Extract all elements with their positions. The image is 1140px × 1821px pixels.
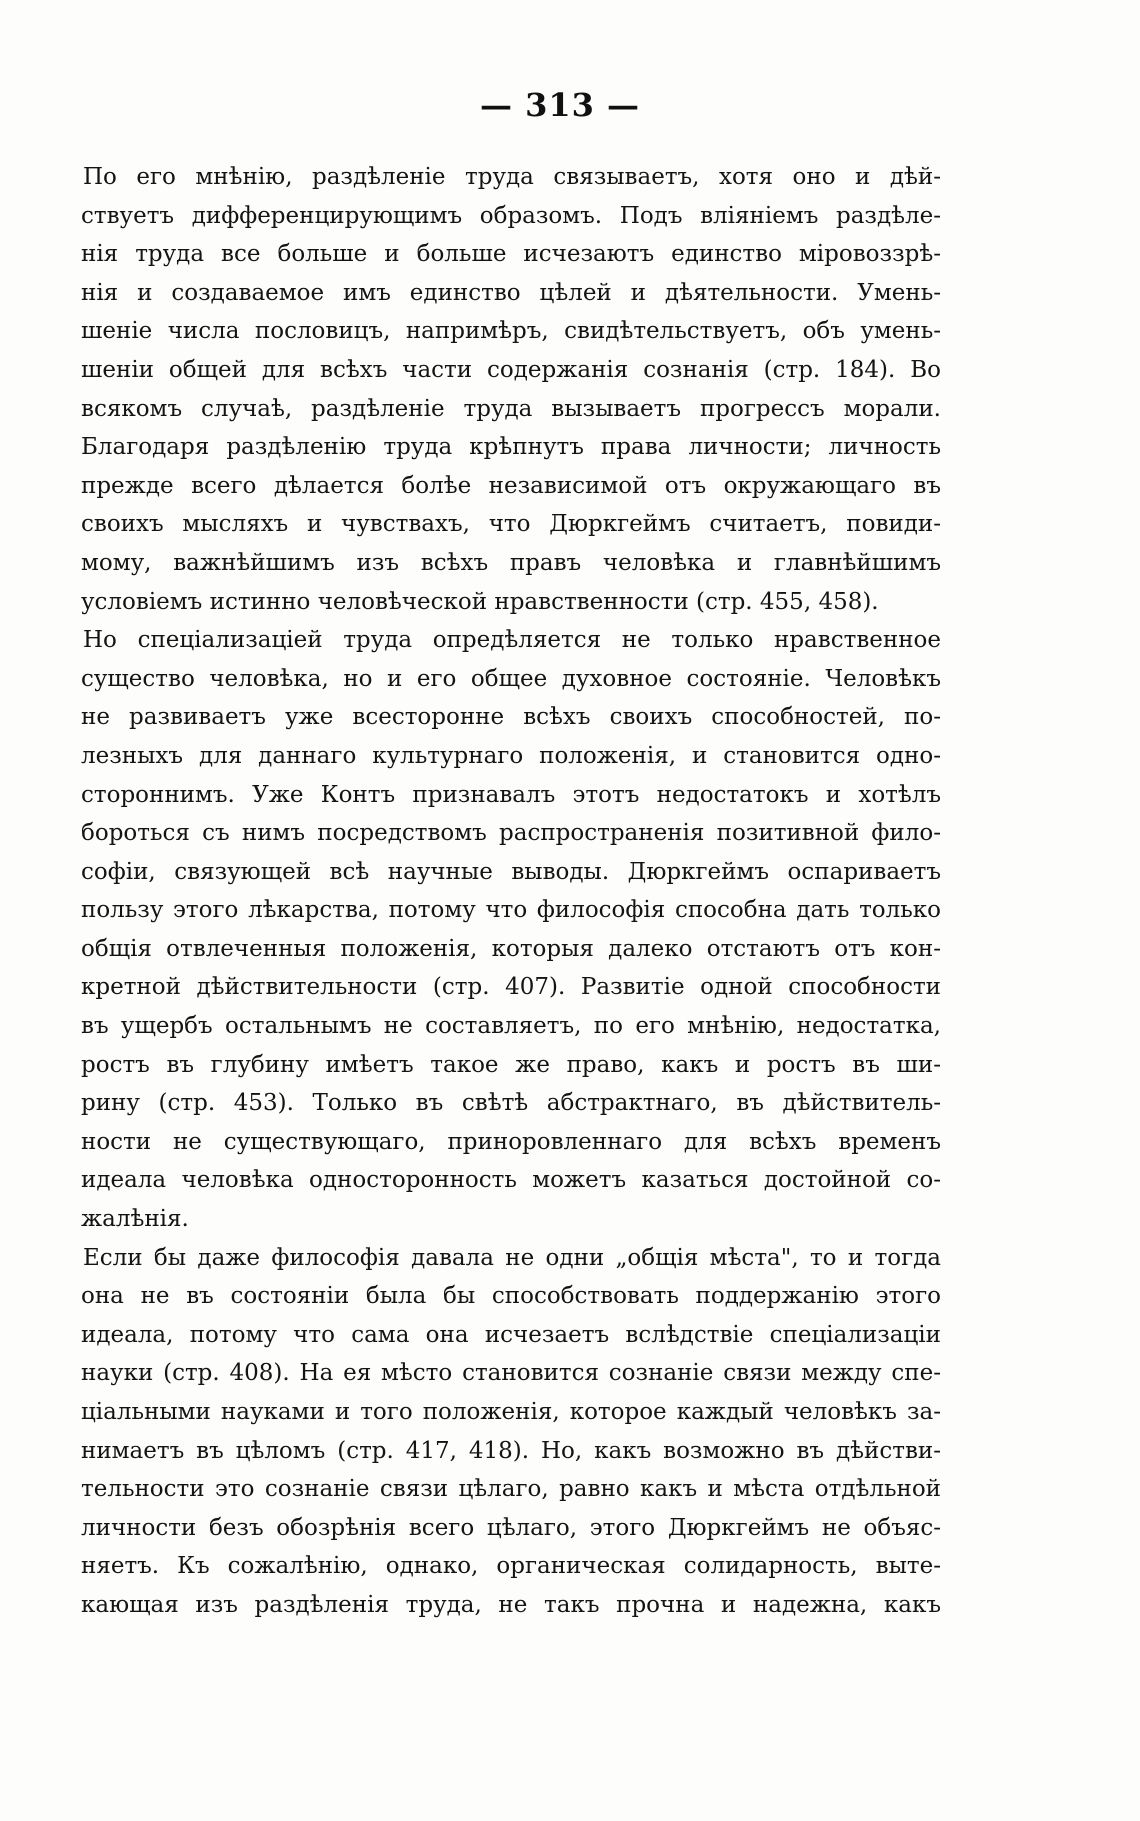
paragraph bbox=[81, 1239, 941, 1625]
text-line: кающая изъ раздѣленія труда, не такъ прочна и надежна, какъ bbox=[81, 1591, 941, 1618]
body-text bbox=[81, 158, 941, 1625]
text-line: нимаетъ въ цѣломъ (стр. 417, 418). Но, какъ возможно въ дѣйстви- bbox=[81, 1437, 941, 1464]
text-line: науки (стр. 408). На ея мѣсто становится сознаніе связи между спе- bbox=[81, 1360, 941, 1387]
text-line: не развиваетъ уже всесторонне всѣхъ своихъ способностей, по- bbox=[81, 704, 941, 731]
text-line: нія и создаваемое имъ единство цѣлей и дѣятельности. Умень- bbox=[81, 279, 941, 306]
text-line: Но спеціализаціей труда опредѣляется не только нравственное bbox=[83, 627, 941, 654]
text-line: шеніи общей для всѣхъ части содержанія сознанія (стр. 184). Во bbox=[81, 356, 941, 383]
text-line: мому, важнѣйшимъ изъ всѣхъ правъ человѣка и главнѣйшимъ bbox=[81, 549, 941, 576]
text-line: кретной дѣйствительности (стр. 407). Развитіе одной способности bbox=[81, 974, 941, 1001]
text-line: идеала, потому что сама она исчезаетъ вслѣдствіе спеціализаціи bbox=[81, 1321, 941, 1348]
text-line: существо человѣка, но и его общее духовное состояніе. Человѣкъ bbox=[81, 665, 941, 692]
text-line: няетъ. Къ сожалѣнію, однако, органическая солидарность, выте- bbox=[81, 1553, 941, 1580]
text-line: ствуетъ дифференцирующимъ образомъ. Подъ вліяніемъ раздѣле- bbox=[81, 202, 941, 229]
text-line: Если бы даже философія давала не одни „общія мѣста", то и тогда bbox=[83, 1244, 941, 1271]
text-line: жалѣнія. bbox=[81, 1206, 189, 1233]
text-line: лезныхъ для даннаго культурнаго положенія, и становится одно- bbox=[81, 742, 941, 769]
text-line: шеніе числа пословицъ, напримѣръ, свидѣтельствуетъ, объ умень- bbox=[81, 318, 941, 345]
text-line: тельности это сознаніе связи цѣлаго, равно какъ и мѣста отдѣльной bbox=[81, 1476, 941, 1503]
text-line: личности безъ обозрѣнія всего цѣлаго, этого Дюркгеймъ не объяс- bbox=[81, 1514, 941, 1541]
text-line: По его мнѣнію, раздѣленіе труда связываетъ, хотя оно и дѣй- bbox=[83, 164, 941, 190]
text-line: ростъ въ глубину имѣетъ такое же право, какъ и ростъ въ ши- bbox=[81, 1051, 941, 1078]
text-line: стороннимъ. Уже Контъ признавалъ этотъ недостатокъ и хотѣлъ bbox=[81, 781, 941, 808]
text-line: она не въ состояніи была бы способствовать поддержанію этого bbox=[81, 1283, 941, 1310]
text-line: въ ущербъ остальнымъ не составляетъ, по его мнѣнію, недостатка, bbox=[81, 1013, 941, 1040]
paragraph bbox=[81, 621, 941, 1239]
text-line: софіи, связующей всѣ научные выводы. Дюркгеймъ оспариваетъ bbox=[81, 858, 941, 885]
text-line: своихъ мысляхъ и чувствахъ, что Дюркгеймъ считаетъ, повиди- bbox=[81, 511, 941, 538]
text-line: рину (стр. 453). Только въ свѣтѣ абстрактнаго, въ дѣйствитель- bbox=[81, 1090, 941, 1117]
text-line: всякомъ случаѣ, раздѣленіе труда вызываетъ прогрессъ морали. bbox=[81, 395, 941, 422]
text-line: бороться съ нимъ посредствомъ распространенія позитивной фило- bbox=[81, 820, 941, 847]
text-line: ности не существующаго, приноровленнаго для всѣхъ временъ bbox=[81, 1128, 941, 1155]
text-line: общія отвлеченныя положенія, которыя далеко отстаютъ отъ кон- bbox=[81, 935, 941, 962]
text-line: пользу этого лѣкарства, потому что философія способна дать только bbox=[81, 897, 941, 924]
paragraph bbox=[81, 158, 941, 621]
text-line: Благодаря раздѣленію труда крѣпнутъ права личности; личность bbox=[81, 434, 941, 461]
page-number: — 313 — bbox=[479, 86, 641, 124]
text-line: нія труда все больше и больше исчезаютъ единство міровоззрѣ- bbox=[81, 241, 941, 268]
text-line: ціальными науками и того положенія, которое каждый человѣкъ за- bbox=[81, 1399, 941, 1425]
text-line: идеала человѣка односторонность можетъ казаться достойной со- bbox=[81, 1167, 941, 1194]
text-line: условіемъ истинно человѣческой нравственности (стр. 455, 458). bbox=[81, 588, 879, 615]
text-line: прежде всего дѣлается болѣе независимой отъ окружающаго въ bbox=[81, 472, 941, 499]
